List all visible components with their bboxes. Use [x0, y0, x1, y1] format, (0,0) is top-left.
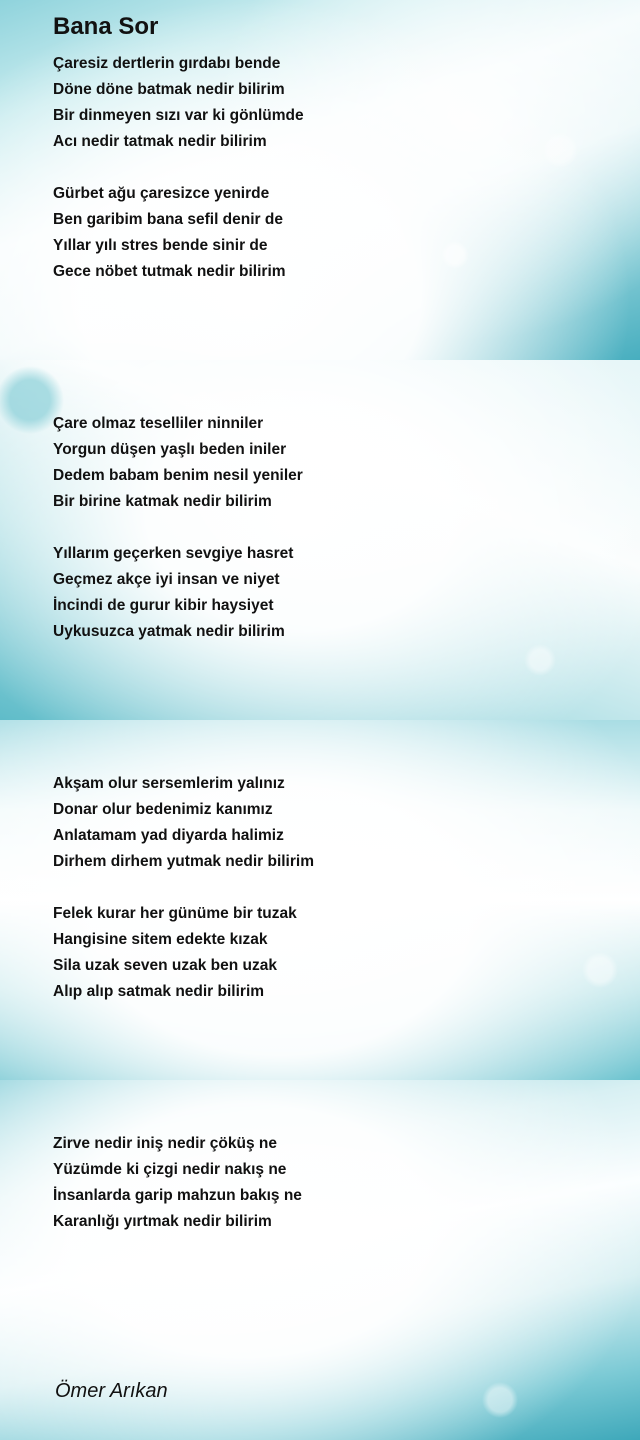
poem-line: Dedem babam benim nesil yeniler	[53, 467, 303, 484]
poem-line: Donar olur bedenimiz kanımız	[53, 801, 273, 818]
poem-line: Hangisine sitem edekte kızak	[53, 931, 268, 948]
poem-line: Çare olmaz teselliler ninniler	[53, 415, 264, 432]
poem-author: Ömer Arıkan	[55, 1380, 168, 1402]
stanza-6	[53, 901, 297, 1005]
poem-line: Gece nöbet tutmak nedir bilirim	[53, 263, 286, 280]
poem-line: Çaresiz dertlerin gırdabı bende	[53, 55, 281, 72]
poem-panel-4	[0, 1080, 640, 1440]
poem-line: Zirve nedir iniş nedir çöküş ne	[53, 1135, 277, 1152]
poem-line: Döne döne batmak nedir bilirim	[53, 81, 285, 98]
poem-line: Uykusuzca yatmak nedir bilirim	[53, 623, 285, 640]
poem-panel-2	[0, 360, 640, 720]
poem-title: Bana Sor	[53, 13, 159, 40]
stanza-5	[53, 771, 314, 875]
poem-line: İncindi de gurur kibir haysiyet	[53, 597, 274, 614]
poem-line: Acı nedir tatmak nedir bilirim	[53, 133, 267, 150]
poem-line: Karanlığı yırtmak nedir bilirim	[53, 1213, 272, 1230]
poem-line: Akşam olur sersemlerim yalınız	[53, 775, 285, 792]
poem-line: Yıllar yılı stres bende sinir de	[53, 237, 268, 254]
poem-panel-1	[0, 0, 640, 360]
poem-line: Yıllarım geçerken sevgiye hasret	[53, 545, 294, 562]
stanza-1	[53, 51, 304, 155]
poem-line: Yorgun düşen yaşlı beden iniler	[53, 441, 287, 458]
poem-line: Alıp alıp satmak nedir bilirim	[53, 983, 265, 1000]
poem-line: Bir dinmeyen sızı var ki gönlümde	[53, 107, 304, 124]
poem-line: Ben garibim bana sefil denir de	[53, 211, 283, 228]
stanza-2	[53, 181, 286, 285]
poem-line: Bir birine katmak nedir bilirim	[53, 493, 272, 510]
poem-line: Felek kurar her günüme bir tuzak	[53, 905, 297, 922]
poem-line: Anlatamam yad diyarda halimiz	[53, 827, 284, 844]
stanza-3	[53, 411, 303, 515]
stanza-4	[53, 541, 293, 645]
poem-panel-3	[0, 720, 640, 1080]
poem-line: Sila uzak seven uzak ben uzak	[53, 957, 277, 974]
stanza-7	[53, 1131, 302, 1235]
poem-line: Gürbet ağu çaresizce yenirde	[53, 185, 270, 202]
poem-line: Dirhem dirhem yutmak nedir bilirim	[53, 853, 314, 870]
poem-line: Geçmez akçe iyi insan ve niyet	[53, 571, 280, 588]
poem-line: Yüzümde ki çizgi nedir nakış ne	[53, 1161, 287, 1178]
poem-line: İnsanlarda garip mahzun bakış ne	[53, 1187, 302, 1204]
